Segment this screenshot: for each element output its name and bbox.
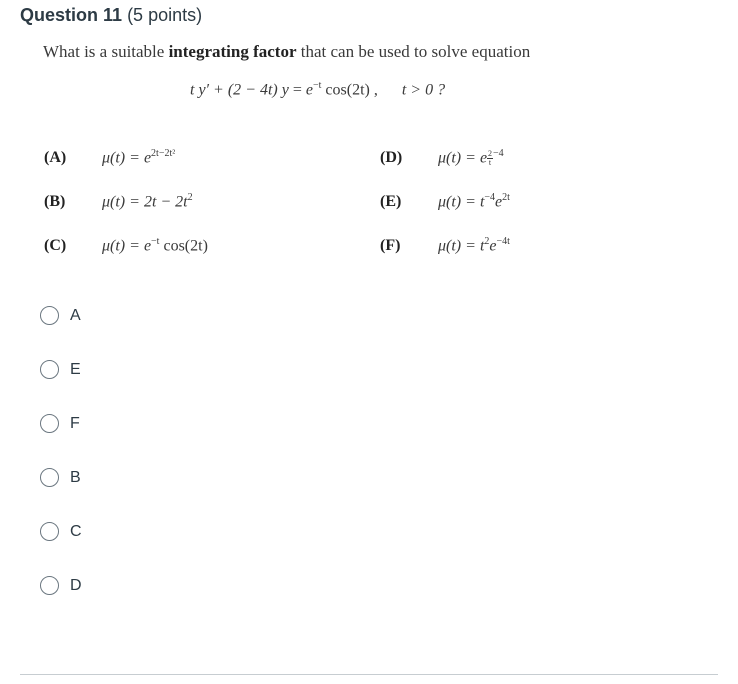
equation-rhs-exponent: −t bbox=[312, 80, 322, 91]
equation-condition: t > 0 ? bbox=[401, 81, 446, 99]
answer-choice-a[interactable] bbox=[40, 306, 81, 325]
option-c-label: (C) bbox=[44, 237, 67, 255]
radio-button[interactable] bbox=[40, 468, 59, 487]
question-points: (5 points) bbox=[127, 5, 203, 25]
answer-choice-f[interactable] bbox=[40, 414, 80, 433]
option-f-mu: μ(t) = bbox=[438, 237, 480, 255]
option-c bbox=[44, 236, 208, 255]
option-e-base: t bbox=[479, 193, 485, 211]
answer-label: F bbox=[70, 414, 80, 432]
option-d-frac-num: 2 bbox=[488, 149, 493, 159]
option-f-base: t bbox=[479, 237, 485, 255]
option-b-exponent: 2 bbox=[187, 192, 193, 203]
option-d-exponent: −4 bbox=[493, 148, 504, 159]
option-e-mu: μ(t) = bbox=[438, 193, 480, 211]
radio-button[interactable] bbox=[40, 522, 59, 541]
answer-choice-c[interactable] bbox=[40, 522, 82, 541]
option-a-base: e bbox=[143, 149, 152, 167]
prompt-text-pre: What is a suitable bbox=[43, 42, 169, 61]
question-equation bbox=[190, 80, 445, 99]
bottom-divider bbox=[20, 674, 718, 675]
option-b-mu: μ(t) = bbox=[102, 193, 144, 211]
option-e-exponent2: 2t bbox=[502, 192, 510, 203]
option-f-base2: e bbox=[489, 237, 497, 255]
option-d-base: e bbox=[479, 149, 488, 167]
option-b-base: 2t − 2t bbox=[143, 193, 188, 211]
prompt-text-post: that can be used to solve equation bbox=[296, 42, 531, 61]
option-b-label: (B) bbox=[44, 193, 66, 211]
equation-equals: = bbox=[288, 81, 306, 99]
answer-label: C bbox=[70, 522, 82, 540]
option-a-exponent: 2t−2t² bbox=[151, 148, 176, 159]
question-prompt bbox=[43, 42, 530, 62]
radio-button[interactable] bbox=[40, 306, 59, 325]
option-d bbox=[380, 148, 504, 167]
equation-rhs-tail: cos(2t) , bbox=[321, 81, 378, 99]
option-b bbox=[44, 192, 193, 211]
option-c-tail: cos(2t) bbox=[159, 237, 208, 255]
answer-label: E bbox=[70, 360, 81, 378]
option-d-mu: μ(t) = bbox=[438, 149, 480, 167]
answer-label: D bbox=[70, 576, 82, 594]
radio-button[interactable] bbox=[40, 360, 59, 379]
radio-button[interactable] bbox=[40, 576, 59, 595]
answer-label: B bbox=[70, 468, 81, 486]
option-e-exponent: −4 bbox=[484, 192, 496, 203]
option-f-exponent2: −4t bbox=[496, 236, 510, 247]
radio-button[interactable] bbox=[40, 414, 59, 433]
option-e-base2: e bbox=[495, 193, 503, 211]
answer-choice-b[interactable] bbox=[40, 468, 81, 487]
question-header bbox=[20, 5, 202, 26]
option-e bbox=[380, 192, 510, 211]
option-c-exponent: −t bbox=[151, 236, 160, 247]
option-d-label: (D) bbox=[380, 149, 403, 167]
option-f-label: (F) bbox=[380, 237, 401, 255]
prompt-text-bold: integrating factor bbox=[168, 42, 297, 61]
answer-choice-d[interactable] bbox=[40, 576, 82, 595]
option-e-label: (E) bbox=[380, 193, 402, 211]
equation-rhs-base: e bbox=[305, 81, 313, 99]
option-f-exponent: 2 bbox=[484, 236, 490, 247]
answer-choice-e[interactable] bbox=[40, 360, 81, 379]
option-d-frac-den: t bbox=[488, 158, 492, 168]
option-c-base: e bbox=[143, 237, 152, 255]
answer-label: A bbox=[70, 306, 81, 324]
option-a-mu: μ(t) = bbox=[102, 149, 144, 167]
option-c-mu: μ(t) = bbox=[102, 237, 144, 255]
option-f bbox=[380, 236, 510, 255]
question-title: Question 11 bbox=[20, 5, 123, 25]
equation-lhs: t y′ + (2 − 4t) y bbox=[190, 81, 289, 99]
option-a bbox=[44, 148, 175, 167]
option-a-label: (A) bbox=[44, 149, 67, 167]
